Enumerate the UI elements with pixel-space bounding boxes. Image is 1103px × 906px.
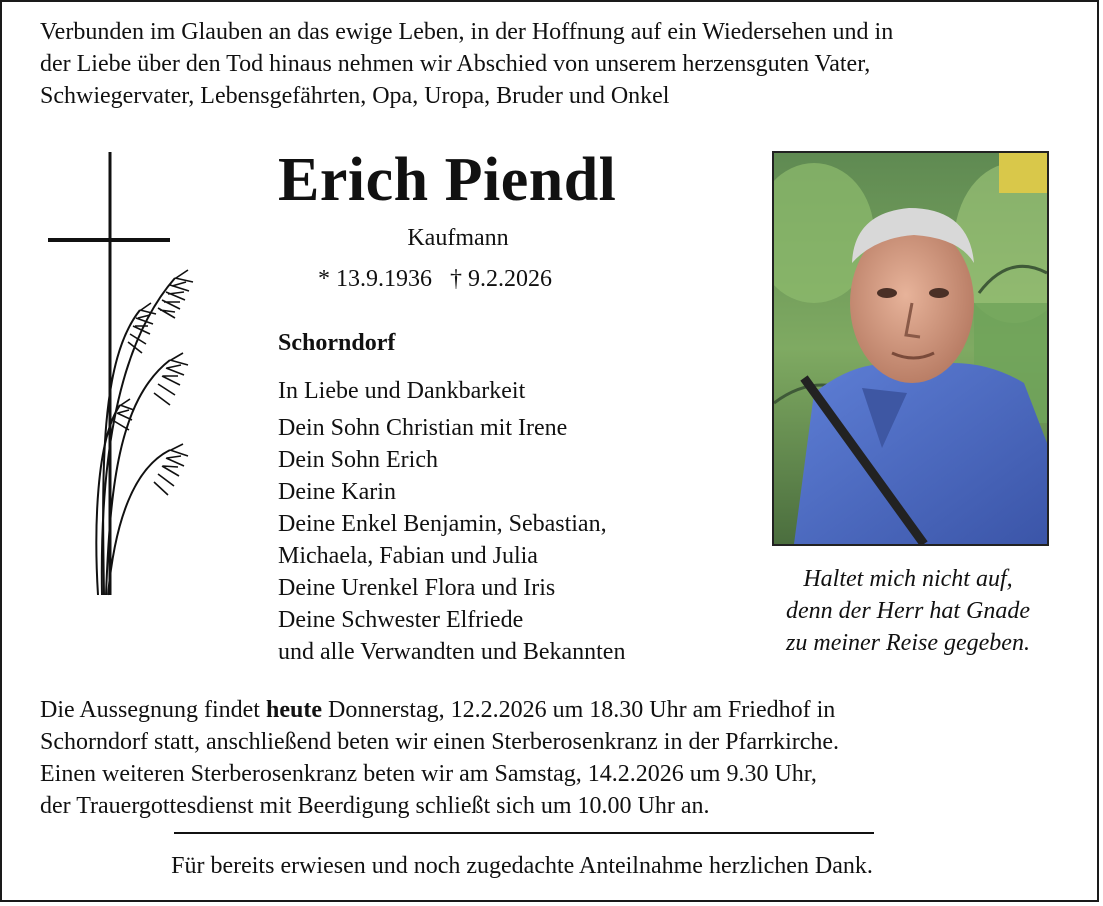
occupation: Kaufmann [407,225,509,251]
divider [174,832,874,834]
quote [752,563,1064,659]
intro-line: der Liebe über den Tod hinaus nehmen wir Abschied von unserem herzensguten Vater, [40,51,871,77]
place: Schorndorf [278,330,396,356]
quote-line: denn der Herr hat Gnade [786,598,1030,624]
intro-line: Schwiegervater, Lebensgefährten, Opa, Uropa, Bruder und Onkel [40,83,670,109]
quote-line: zu meiner Reise gegeben. [786,630,1030,656]
birth-date: * 13.9.1936 [318,266,432,292]
mourners-line: Deine Schwester Elfriede [278,607,524,633]
mourners-line: Deine Karin [278,479,396,505]
deceased-name: Erich Piendl [278,146,617,214]
service-line [40,694,1060,726]
mourners-line: Deine Urenkel Flora und Iris [278,575,556,601]
service-text: Donnerstag, 12.2.2026 um 18.30 Uhr am Friedhof in [321,697,836,723]
quote-line: Haltet mich nicht auf, [803,566,1013,592]
intro-text [40,16,1050,112]
service-line: Schorndorf statt, anschließend beten wir einen Sterberosenkranz in der Pfarrkirche. [40,729,840,755]
life-dates [318,263,552,295]
mourners-line: Dein Sohn Erich [278,447,438,473]
intro-line: Verbunden im Glauben an das ewige Leben, in der Hoffnung auf ein Wiedersehen und in [40,19,894,45]
mourners-list [278,375,625,668]
mourners-line: und alle Verwandten und Bekannten [278,639,626,665]
thanks-text: Für bereits erwiesen und noch zugedachte Anteilnahme herzlichen Dank. [171,853,873,879]
mourners-line: Dein Sohn Christian mit Irene [278,415,568,441]
mourners-line: Deine Enkel Benjamin, Sebastian, [278,511,607,537]
service-line: der Trauergottesdienst mit Beerdigung schließt sich um 10.00 Uhr an. [40,793,710,819]
service-text: Die Aussegnung findet [40,697,266,723]
mourners-line: Michaela, Fabian und Julia [278,543,538,569]
portrait-photo [772,151,1049,546]
service-emphasis: heute [265,697,322,723]
mourners-line: In Liebe und Dankbarkeit [278,378,526,404]
service-info [40,694,1060,822]
death-date: † 9.2.2026 [450,266,552,292]
portrait-image [774,153,1047,544]
service-line: Einen weiteren Sterberosenkranz beten wir am Samstag, 14.2.2026 um 9.30 Uhr, [40,761,817,787]
cross-wheat-icon [40,150,220,600]
